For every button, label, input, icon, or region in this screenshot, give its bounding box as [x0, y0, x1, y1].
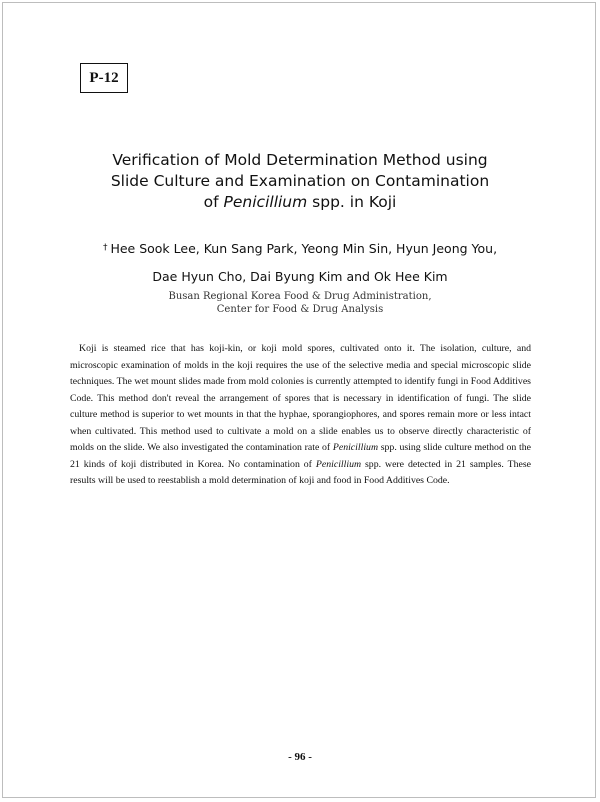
title-line-3 [40, 192, 560, 213]
authors-line-1 [40, 236, 560, 264]
title-line-1: Verification of Mold Determination Method using [112, 151, 488, 169]
abstract-part-1: Koji is steamed rice that has koji-kin, or koji mold spores, cultivated onto it. The isolation, culture, and microscopic examination of molds in the koji requires the use of the selective media and special microscopic slide techniques. The wet mount slides made from mold colonies is currently attempted to identify fungi in Food Additives Code. This method don't reveal the arrangement of spores that is necessary in identification of fungi. The slide culture method is superior to wet mounts in that the hyphae, sporangiophores, and spores remain more or less intact when cultivated. This method used to cultivate a mold on a slide enables us to observe directly characteristic of molds on the slide. We also investigated the contamination rate of [70, 343, 531, 453]
poster-id: P-12 [89, 69, 119, 86]
title-line-2: Slide Culture and Examination on Contamination [110, 172, 490, 190]
title-line-3-prefix: of [203, 193, 224, 211]
title-genus: Penicillium [223, 193, 308, 211]
page-number: - 96 - [288, 751, 312, 763]
abstract-genus-1: Penicillium [332, 442, 379, 453]
corresponding-author-mark: † [102, 243, 108, 253]
paper-title [40, 150, 560, 213]
abstract-body [70, 341, 531, 490]
author-list [40, 236, 560, 290]
authors-line-1-text: Hee Sook Lee, Kun Sang Park, Yeong Min Sin, Hyun Jeong You, [110, 241, 498, 256]
affiliation [40, 290, 560, 316]
title-line-3-suffix: spp. in Koji [307, 193, 397, 211]
abstract-genus-2: Penicillium [315, 458, 362, 470]
affiliation-line-2: Center for Food & Drug Analysis [216, 304, 384, 315]
poster-id-box [80, 63, 128, 93]
abstract-part-2: spp. using slide culture method on the 21 kinds of koji distributed in Korea. No contamination of [70, 442, 531, 470]
affiliation-line-1: Busan Regional Korea Food & Drug Administration, [168, 291, 432, 302]
authors-line-2: Dae Hyun Cho, Dai Byung Kim and Ok Hee Kim [152, 269, 448, 284]
abstract-part-3: spp. were detected in 21 samples. These results will be used to reestablish a mold determination of koji and food in Food Additives Code. [70, 458, 531, 486]
